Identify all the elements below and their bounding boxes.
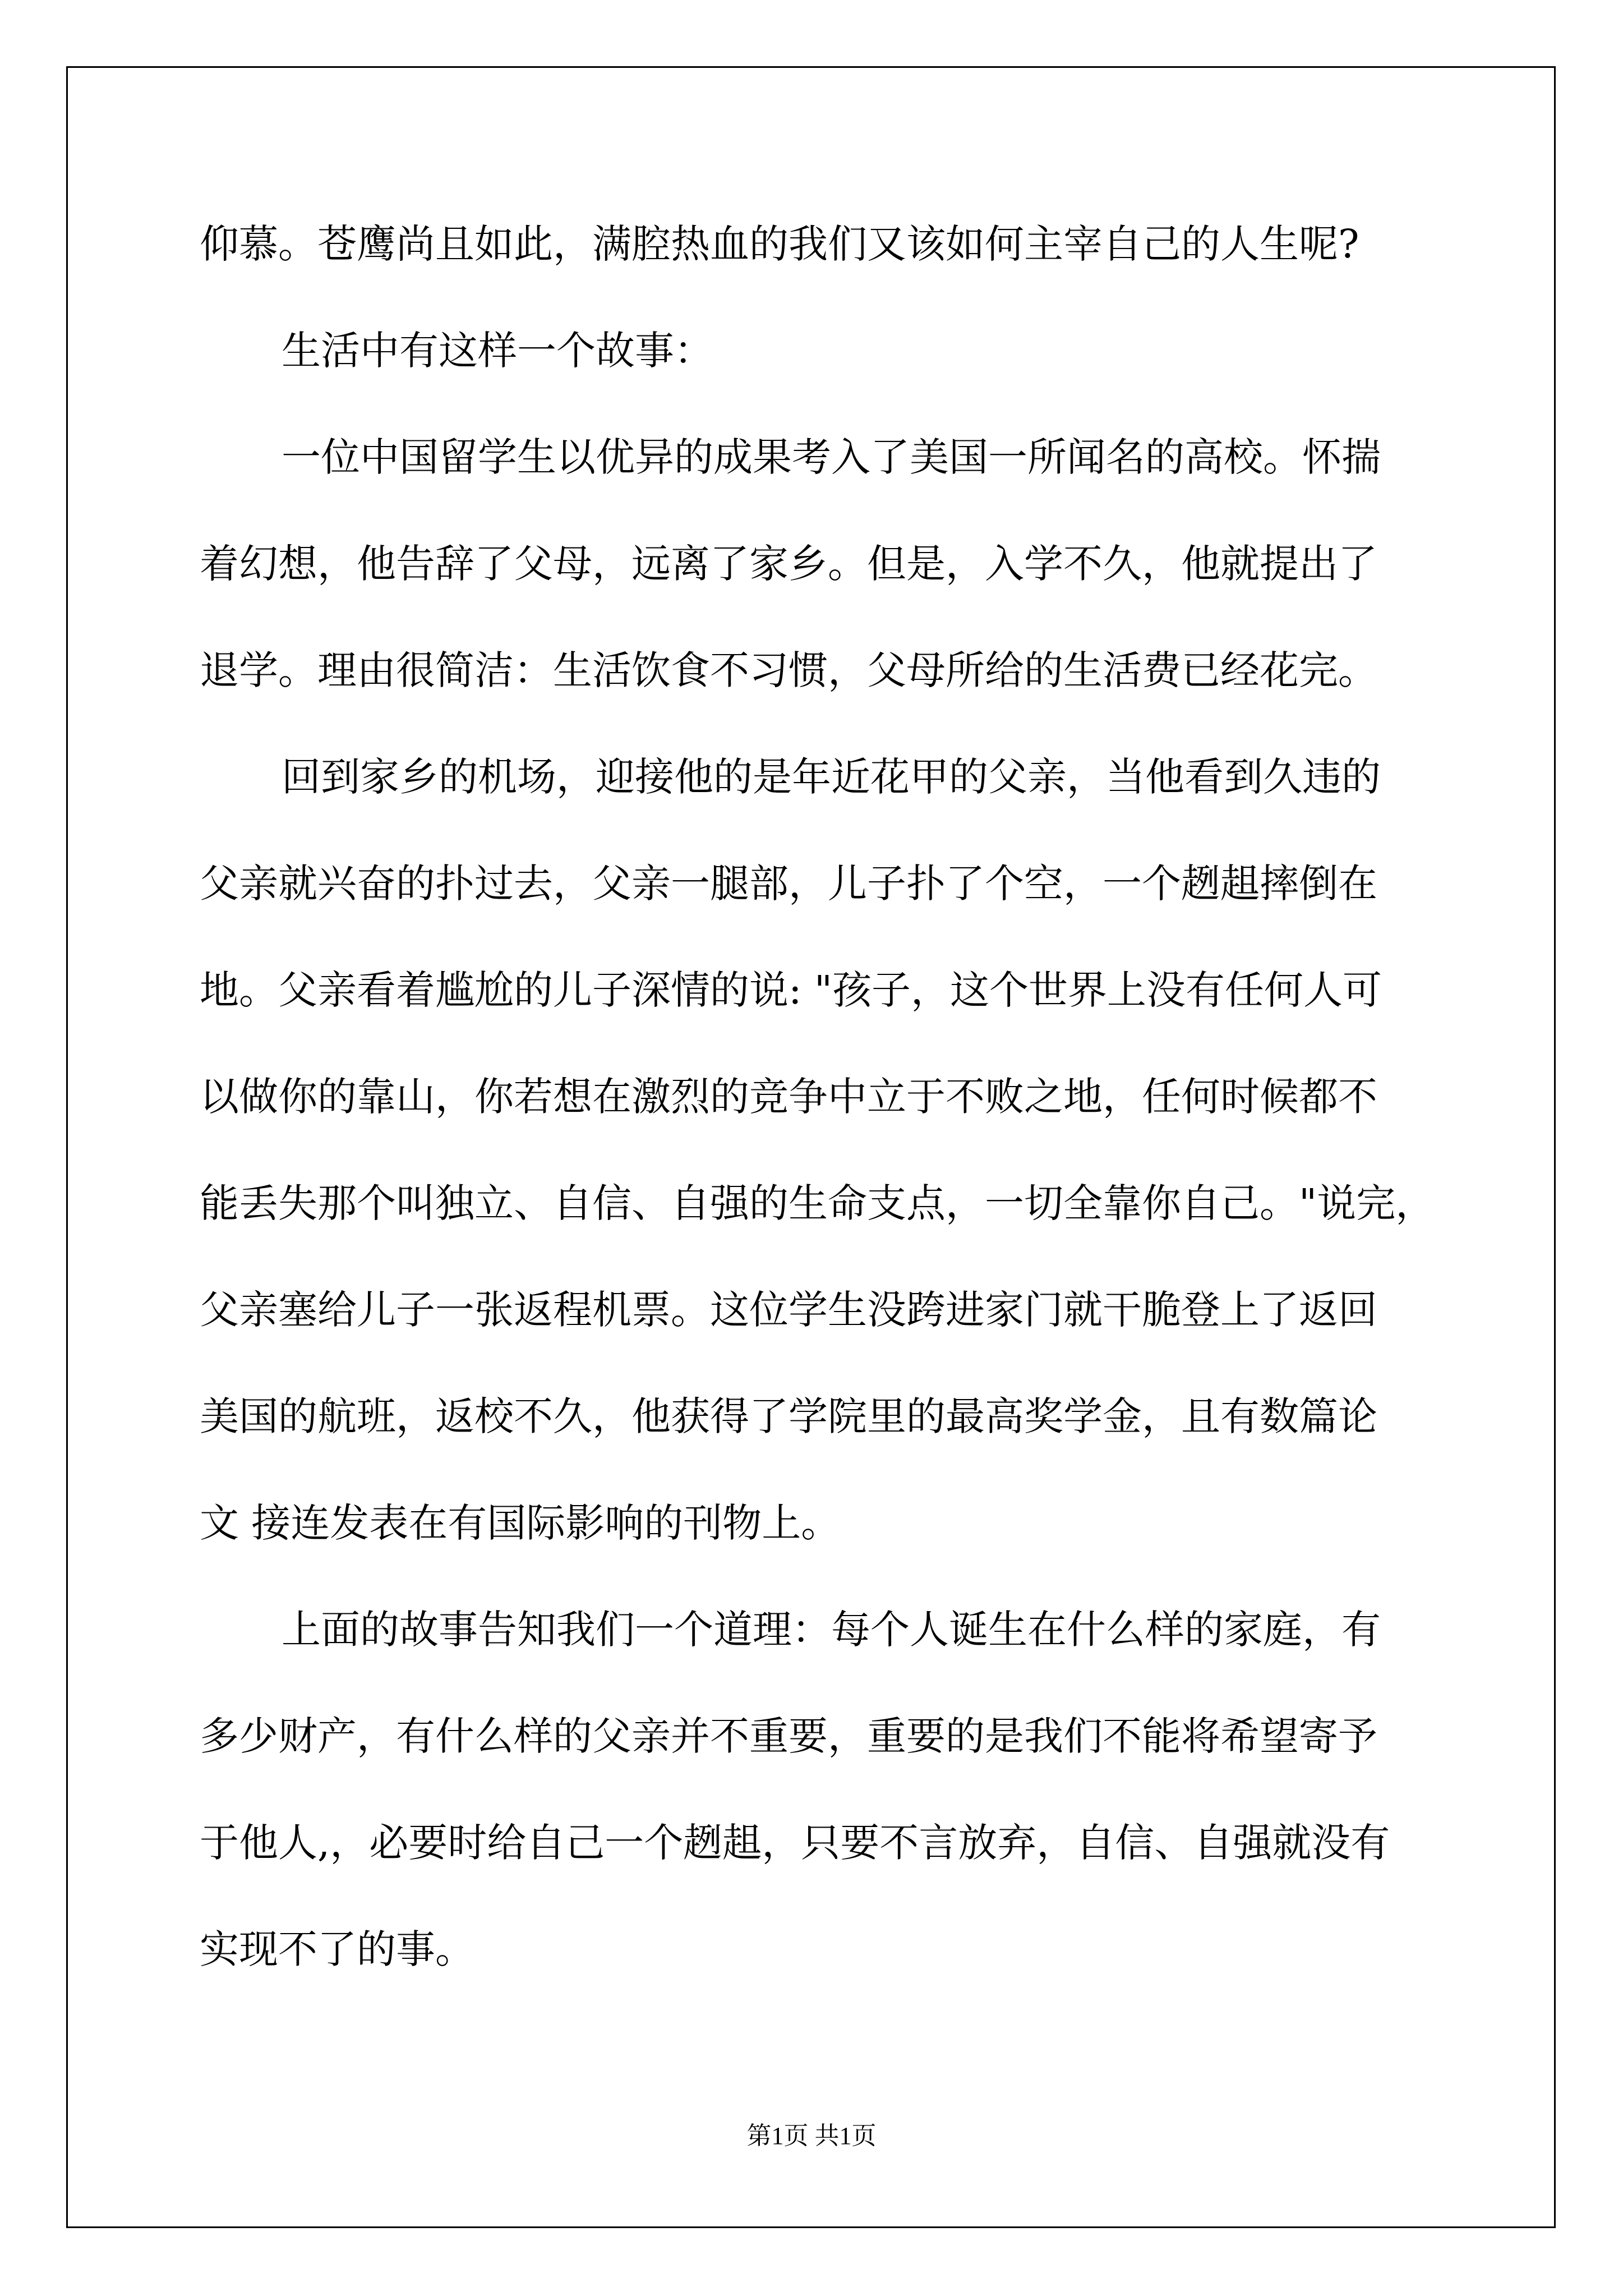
text-line: 于他人,，必要时给自己一个趔趄，只要不言放弃，自信、自强就没有 — [200, 1820, 1390, 1866]
text-line: 美国的航班，返校不久，他获得了学院里的最高奖学金，且有数篇论 — [200, 1393, 1377, 1439]
text-line: 上面的故事告知我们一个道理：每个人诞生在什么样的家庭，有 — [282, 1607, 1381, 1653]
text-line: 能丢失那个叫独立、自信、自强的生命支点，一切全靠你自己。"说完， — [200, 1180, 1435, 1226]
text-line: 生活中有这样一个故事： — [282, 328, 713, 374]
page-footer: 第1页 共1页 — [746, 2122, 877, 2150]
text-line: 着幻想，他告辞了父母，远离了家乡。但是，入学不久，他就提出了 — [200, 541, 1377, 587]
text-line: 一位中国留学生以优异的成果考入了美国一所闻名的高校。怀揣 — [282, 434, 1381, 480]
text-line: 父亲就兴奋的扑过去，父亲一腿部，儿子扑了个空，一个趔趄摔倒在 — [200, 861, 1377, 907]
text-line: 以做你的靠山，你若想在激烈的竞争中立于不败之地，任何时候都不 — [200, 1074, 1377, 1120]
text-line: 回到家乡的机场，迎接他的是年近花甲的父亲，当他看到久违的 — [282, 754, 1381, 800]
text-line: 父亲塞给儿子一张返程机票。这位学生没跨进家门就干脆登上了返回 — [200, 1287, 1377, 1333]
page-border — [66, 66, 1556, 2228]
text-line: 多少财产，有什么样的父亲并不重要，重要的是我们不能将希望寄予 — [200, 1713, 1377, 1759]
text-line: 文 接连发表在有国际影响的刊物上。 — [200, 1500, 841, 1546]
text-line: 实现不了的事。 — [200, 1926, 474, 1972]
text-line: 仰慕。苍鹰尚且如此，满腔热血的我们又该如何主宰自己的人生呢? — [200, 221, 1359, 267]
text-line: 地。父亲看着尴尬的儿子深情的说: "孩子，这个世界上没有任何人可 — [200, 967, 1382, 1013]
text-line: 退学。理由很简洁：生活饮食不习惯，父母所给的生活费已经花完。 — [200, 647, 1377, 693]
